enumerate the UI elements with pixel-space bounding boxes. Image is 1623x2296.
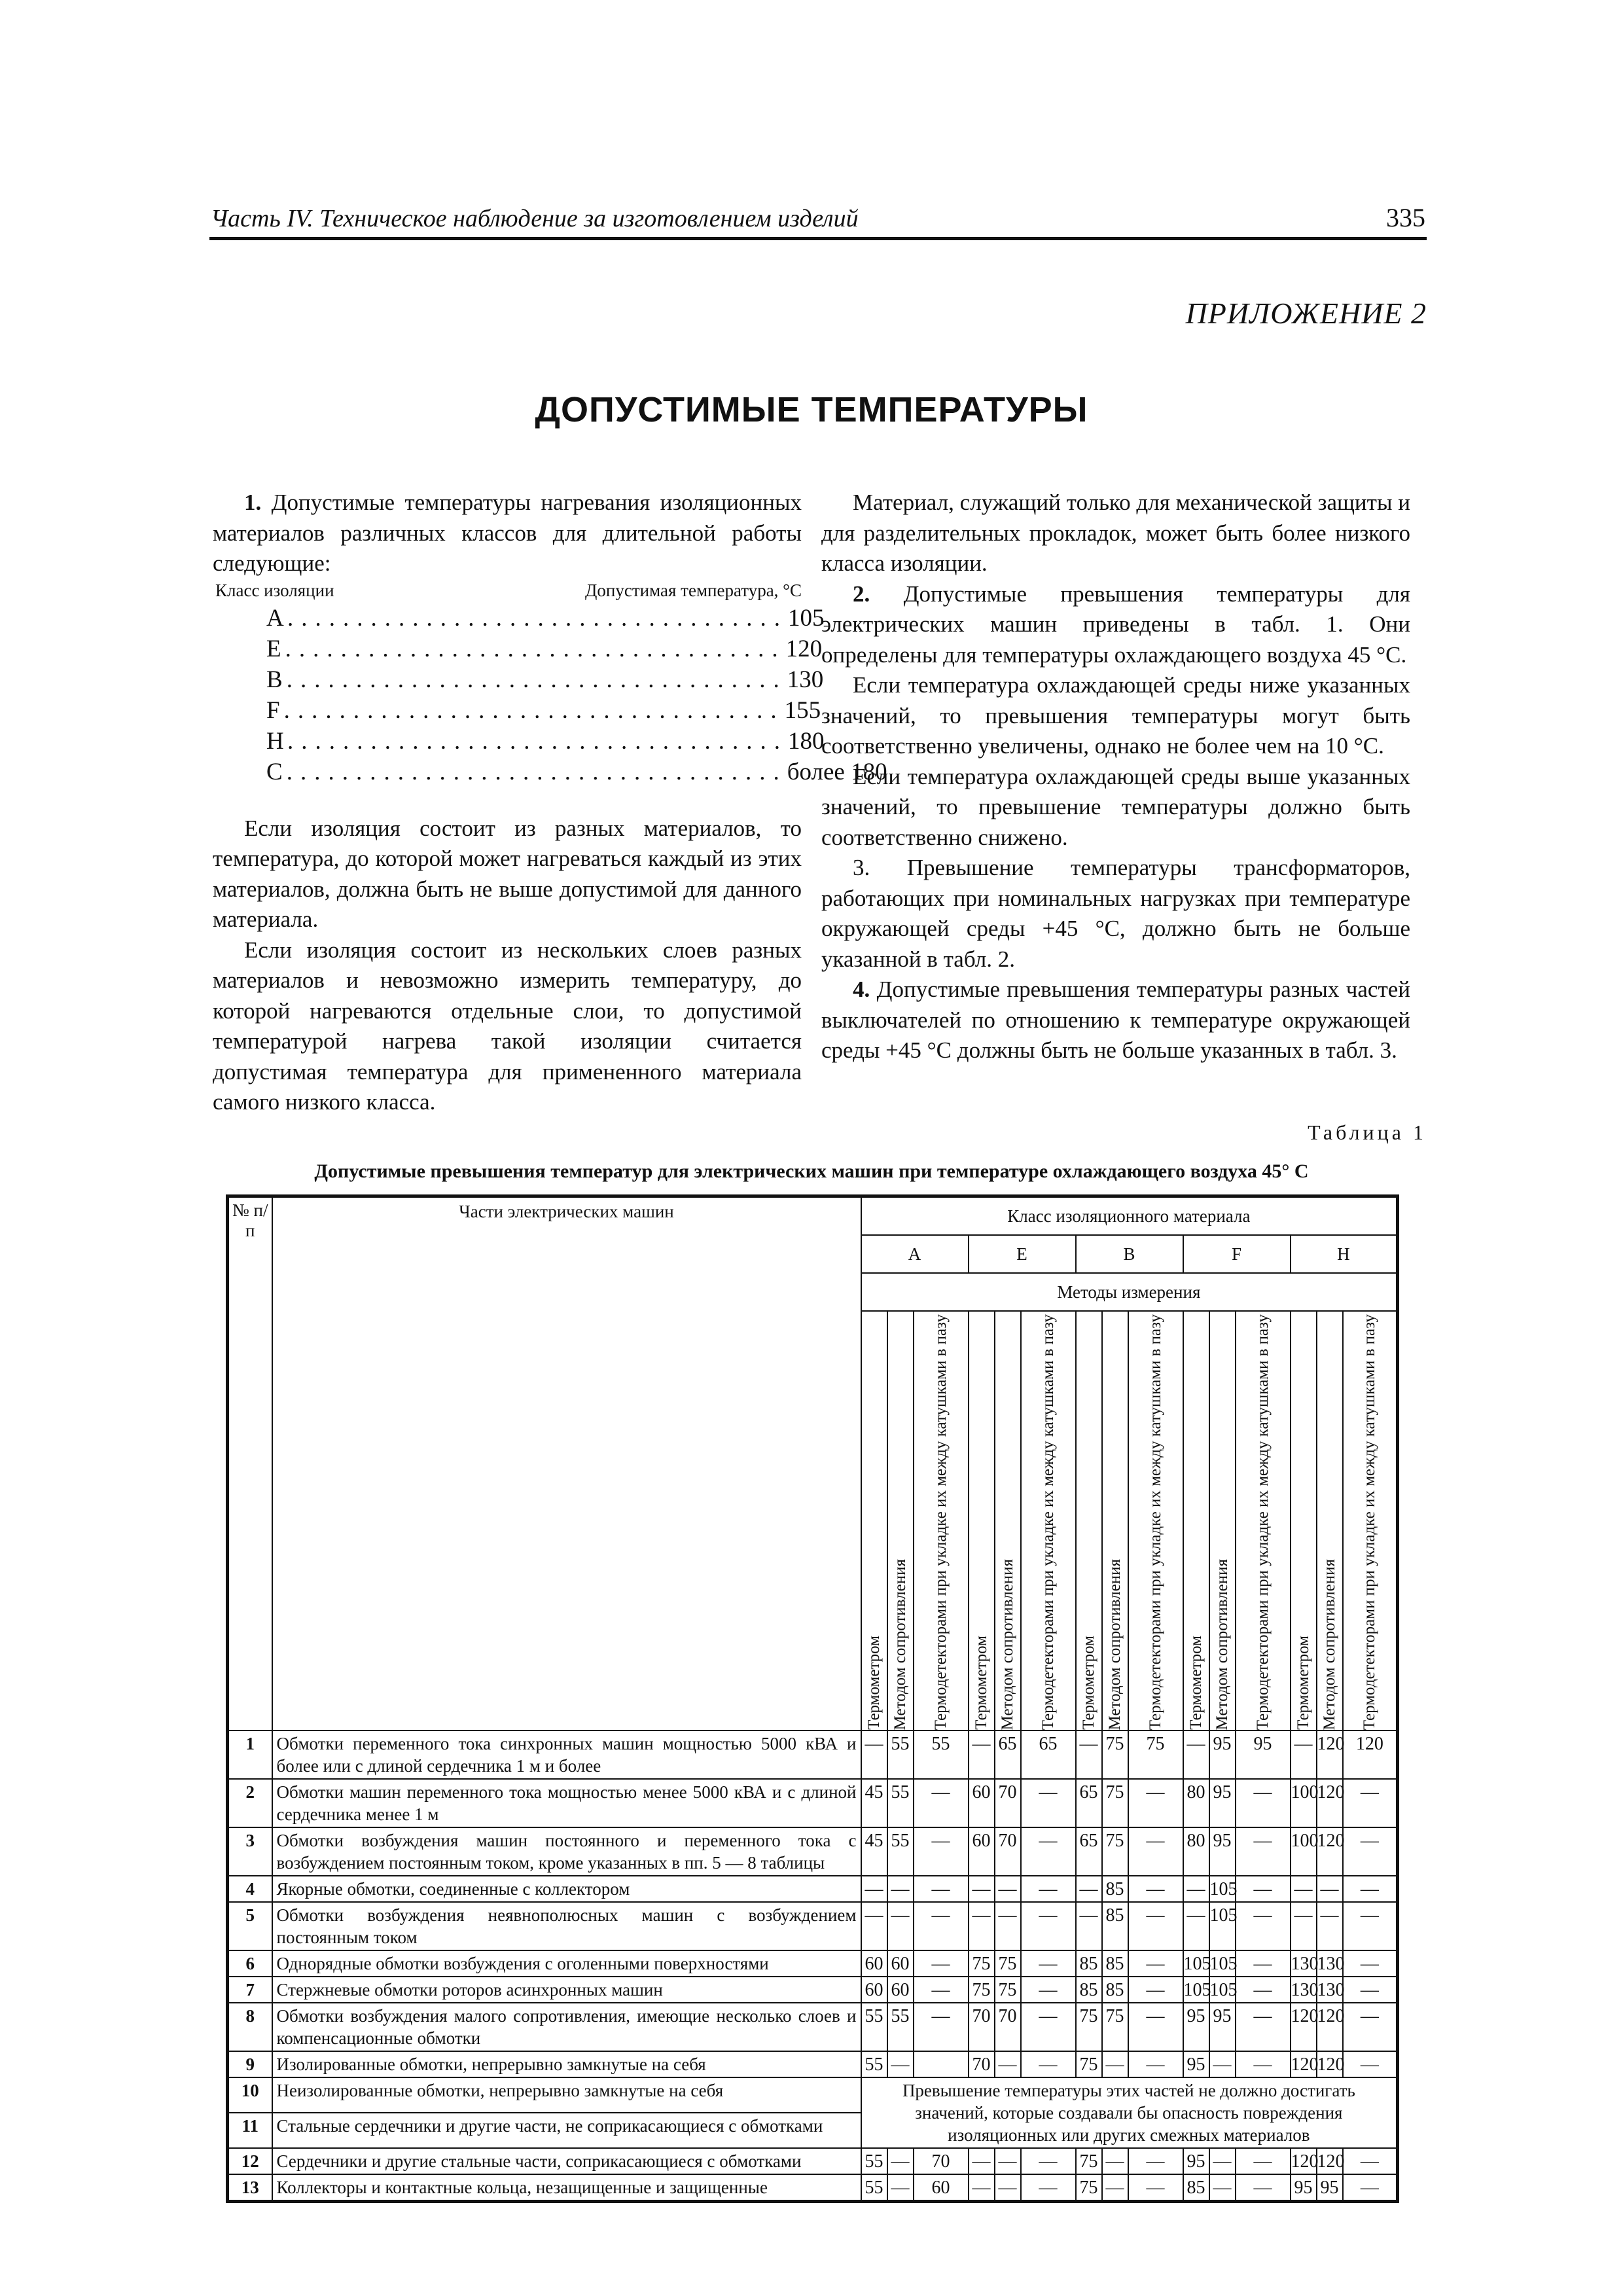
method-label: Термометром	[1294, 1636, 1312, 1731]
method-label: Термодетекторами при укладке их между катушками в пазу	[1146, 1314, 1164, 1731]
temperature-value: 105	[1209, 1977, 1236, 2003]
row-number: 3	[228, 1827, 272, 1876]
method-label: Термометром	[972, 1636, 990, 1731]
table-row	[228, 2051, 1398, 2077]
row-number: 1	[228, 1731, 272, 1779]
temperature-value: —	[1128, 1779, 1183, 1827]
method-label: Методом сопротивления	[1320, 1558, 1338, 1731]
table-row	[228, 1731, 1398, 1779]
temperature-list	[213, 603, 887, 787]
temperature-value	[914, 2051, 969, 2077]
temperature-value: —	[1343, 2174, 1398, 2202]
table-row	[228, 2174, 1398, 2202]
method-header	[1102, 1311, 1128, 1731]
temperature-value: 95	[1209, 2003, 1236, 2051]
temperature-value: —	[1128, 2148, 1183, 2174]
temperature-list-header	[215, 579, 802, 601]
merged-note: Превышение температуры этих частей не должно достигать значений, которые создавали бы опасность повреждения изоляционных или других смежных материалов	[861, 2077, 1398, 2148]
temperature-rise-table	[226, 1194, 1399, 2203]
row-part-name: Обмотки возбуждения машин постоянного и переменного тока с возбуждением постоянным током, кроме указанных в пп. 5 — 8 таблицы	[272, 1827, 861, 1876]
paragraph-mechanical-material: Материал, служащий только для механической защиты и для разделительных прокладок, может быть более низкого класса изоляции.	[821, 490, 1410, 576]
method-label: Термометром	[1186, 1636, 1205, 1731]
temperature-value: 65	[1076, 1827, 1102, 1876]
temperature-value: —	[1128, 2051, 1183, 2077]
temperature-value: 60	[861, 1950, 887, 1977]
paragraph-layered-insulation: Если изоляция состоит из нескольких слоев разных материалов и невозможно измерить температуру, до которой нагреваются отдельные слои, то допустимой температурой нагрева такой изоляции считается допустимая температура для примененного материала самого низкого класса.	[213, 937, 802, 1115]
temperature-value: —	[995, 2174, 1021, 2202]
method-label: Термометром	[1079, 1636, 1097, 1731]
temperature-value: 60	[969, 1827, 995, 1876]
temperature-value: —	[914, 1902, 969, 1950]
temperature-value: 55	[861, 2003, 887, 2051]
temperature-value: —	[861, 1876, 887, 1902]
method-header	[1076, 1311, 1102, 1731]
temperature-value: —	[1102, 2148, 1128, 2174]
temperature-value: 85	[1102, 1902, 1128, 1950]
temperature-value: —	[887, 1876, 914, 1902]
temperature-value: —	[1021, 1977, 1076, 2003]
temperature-value: —	[1291, 1731, 1317, 1779]
method-label: Термодетекторами при укладке их между катушками в пазу	[1360, 1314, 1378, 1731]
temperature-value: —	[1128, 2174, 1183, 2202]
temperature-value: 45	[861, 1827, 887, 1876]
method-header	[887, 1311, 914, 1731]
temperature-value: 95	[1209, 1731, 1236, 1779]
temperature-value: 65	[1076, 1779, 1102, 1827]
allowed-temperature: 155	[784, 696, 821, 724]
row-number: 12	[228, 2148, 272, 2174]
temperature-value: 75	[995, 1950, 1021, 1977]
temperature-value: 75	[1102, 1827, 1128, 1876]
temperature-value: 95	[1209, 1779, 1236, 1827]
paragraph-4-text: Допустимые превышения температуры разных частей выключателей по отношению к температуре окружающей среды +45 °С должны быть не больше указанных в табл. 3.	[821, 977, 1411, 1063]
temperature-value: —	[1076, 1876, 1102, 1902]
row-number: 4	[228, 1876, 272, 1902]
temperature-value: —	[1291, 1902, 1317, 1950]
temperature-value: 55	[887, 1779, 914, 1827]
paragraph-multi-material: Если изоляция состоит из разных материалов, то температура, до которой может нагреваться каждый из этих материалов, должна быть не выше допустимой для данного материала.	[213, 815, 802, 932]
temperature-value: —	[1076, 1731, 1102, 1779]
leader-dots: ....................................	[286, 666, 787, 693]
temperature-value: —	[1128, 1876, 1183, 1902]
row-part-name: Обмотки переменного тока синхронных машин мощностью 5000 кВА и более или с длиной сердечника 1 м и более	[272, 1731, 861, 1779]
temperature-value: —	[914, 1827, 969, 1876]
allowed-temperature: 180	[788, 727, 825, 755]
temperature-value: —	[1183, 1902, 1209, 1950]
temperature-value: —	[1209, 2174, 1236, 2202]
paragraph-1-text: Допустимые температуры нагревания изоляционных материалов различных классов для длительной работы следующие:	[213, 490, 802, 576]
temperature-value: —	[1343, 1779, 1398, 1827]
temperature-value: 60	[887, 1950, 914, 1977]
temperature-value: —	[995, 1876, 1021, 1902]
temperature-value: 75	[995, 1977, 1021, 2003]
temperature-value: 60	[887, 1977, 914, 2003]
temperature-value: 100	[1291, 1779, 1317, 1827]
insulation-class-header: B	[1076, 1235, 1183, 1273]
paragraph-3: 3. Превышение температуры трансформаторов, работающих при номинальных нагрузках при температуре окружающей среды +45 °С, должно быть не больше указанной в табл. 2.	[821, 855, 1410, 972]
temperature-value: 95	[1183, 2051, 1209, 2077]
temperature-value: —	[1317, 1876, 1343, 1902]
temperature-list-value-heading: Допустимая температура, °С	[585, 580, 802, 600]
temperature-value: 120	[1317, 2051, 1343, 2077]
insulation-class-header: E	[969, 1235, 1076, 1273]
temperature-value: —	[1021, 2148, 1076, 2174]
temperature-value: —	[1236, 1977, 1291, 2003]
temperature-value: —	[995, 1902, 1021, 1950]
temperature-row	[213, 603, 825, 634]
temperature-value: —	[861, 1902, 887, 1950]
temperature-row	[213, 757, 887, 787]
temperature-value: 85	[1102, 1876, 1128, 1902]
allowed-temperature: 130	[787, 666, 824, 693]
insulation-class: B	[266, 666, 283, 693]
temperature-value: 55	[861, 2051, 887, 2077]
row-part-name: Неизолированные обмотки, непрерывно замкнутые на себя	[272, 2077, 861, 2113]
temperature-value: 105	[1209, 1876, 1236, 1902]
leader-dots: ....................................	[285, 635, 786, 662]
temperature-value: 120	[1343, 1731, 1398, 1779]
temperature-value: 85	[1102, 1977, 1128, 2003]
temperature-value: —	[861, 1731, 887, 1779]
temperature-value: 65	[1021, 1731, 1076, 1779]
table-row	[228, 1779, 1398, 1827]
temperature-value: —	[914, 1950, 969, 1977]
temperature-value: 105	[1183, 1950, 1209, 1977]
allowed-temperature: 105	[788, 604, 825, 632]
row-part-name: Стержневые обмотки роторов асинхронных машин	[272, 1977, 861, 2003]
column-header-insulation-class: Класс изоляционного материала	[861, 1196, 1398, 1236]
temperature-value: 70	[969, 2051, 995, 2077]
table-wrapper	[226, 1194, 1399, 2203]
paragraph-4-number: 4.	[853, 977, 870, 1002]
paragraph-4	[821, 975, 1410, 1066]
row-number: 13	[228, 2174, 272, 2202]
temperature-value: 75	[1076, 2174, 1102, 2202]
temperature-value: —	[1183, 1876, 1209, 1902]
row-number: 7	[228, 1977, 272, 2003]
temperature-value: 70	[995, 1827, 1021, 1876]
temperature-value: 105	[1209, 1950, 1236, 1977]
temperature-value: —	[1209, 2148, 1236, 2174]
temperature-value: —	[995, 2148, 1021, 2174]
temperature-value: —	[1021, 1902, 1076, 1950]
method-header	[1021, 1311, 1076, 1731]
appendix-label: ПРИЛОЖЕНИЕ 2	[1185, 296, 1427, 330]
temperature-value: 75	[969, 1977, 995, 2003]
row-number: 2	[228, 1779, 272, 1827]
temperature-value: —	[1343, 1827, 1398, 1876]
temperature-value: —	[1128, 2003, 1183, 2051]
table-row	[228, 2148, 1398, 2174]
temperature-row	[213, 664, 824, 695]
temperature-value: —	[1343, 1902, 1398, 1950]
temperature-value: —	[887, 2051, 914, 2077]
temperature-value: —	[1128, 1977, 1183, 2003]
row-number: 11	[228, 2113, 272, 2148]
temperature-value: —	[1021, 1827, 1076, 1876]
method-label: Термодетекторами при укладке их между катушками в пазу	[1039, 1314, 1057, 1731]
paragraph-2-text: Допустимые превышения температуры для электрических машин приведены в табл. 1. Они определены для температуры охлаждающего воздуха 45 °С.	[821, 581, 1410, 668]
row-number: 9	[228, 2051, 272, 2077]
temperature-value: 75	[1076, 2148, 1102, 2174]
temperature-value: 85	[1183, 2174, 1209, 2202]
method-label: Термометром	[865, 1636, 883, 1731]
temperature-value: —	[1343, 1876, 1398, 1902]
temperature-value: —	[1317, 1902, 1343, 1950]
temperature-value: —	[1343, 1977, 1398, 2003]
paragraph-2	[821, 579, 1410, 671]
temperature-value: —	[1021, 2174, 1076, 2202]
temperature-value: —	[1102, 2051, 1128, 2077]
temperature-value: 65	[995, 1731, 1021, 1779]
temperature-value: 130	[1317, 1977, 1343, 2003]
insulation-class: E	[266, 635, 281, 662]
temperature-value: 75	[1102, 1779, 1128, 1827]
temperature-value: —	[995, 2051, 1021, 2077]
temperature-value: 85	[1102, 1950, 1128, 1977]
running-header-title: Часть IV. Техническое наблюдение за изготовлением изделий	[211, 205, 859, 232]
temperature-value: 70	[969, 2003, 995, 2051]
temperature-value: —	[1236, 1779, 1291, 1827]
right-column	[821, 488, 1410, 1066]
temperature-value: —	[1209, 2051, 1236, 2077]
temperature-value: —	[1291, 1876, 1317, 1902]
temperature-value: —	[914, 1977, 969, 2003]
paragraph-lower-temperature: Если температура охлаждающей среды ниже указанных значений, то превышения температуры могут быть соответственно увеличены, однако не более чем на 10 °С.	[821, 672, 1410, 759]
method-header	[1183, 1311, 1209, 1731]
temperature-value: 85	[1076, 1950, 1102, 1977]
temperature-row	[213, 726, 825, 757]
temperature-value: —	[1236, 2051, 1291, 2077]
table-number: Таблица 1	[1308, 1121, 1427, 1144]
temperature-value: 120	[1317, 2148, 1343, 2174]
temperature-value: —	[969, 1731, 995, 1779]
temperature-value: —	[1128, 1827, 1183, 1876]
insulation-class: H	[266, 727, 284, 755]
left-column	[213, 488, 887, 1118]
insulation-class: C	[266, 758, 283, 785]
temperature-value: —	[1102, 2174, 1128, 2202]
temperature-value: 70	[914, 2148, 969, 2174]
temperature-value: —	[969, 1876, 995, 1902]
temperature-value: —	[914, 1779, 969, 1827]
temperature-list-class-heading: Класс изоляции	[215, 580, 334, 600]
column-header-number: № п/п	[228, 1196, 272, 1731]
leader-dots: ....................................	[286, 758, 787, 785]
temperature-value: 75	[1076, 2051, 1102, 2077]
temperature-value: —	[1236, 2174, 1291, 2202]
temperature-row	[213, 695, 821, 726]
temperature-value: 55	[887, 1827, 914, 1876]
temperature-value: —	[1236, 1950, 1291, 1977]
temperature-value: —	[1236, 2003, 1291, 2051]
temperature-value: 120	[1317, 1731, 1343, 1779]
temperature-value: —	[1128, 1950, 1183, 1977]
table-row	[228, 1876, 1398, 1902]
table-row	[228, 1902, 1398, 1950]
temperature-value: 75	[969, 1950, 995, 1977]
temperature-value: 80	[1183, 1779, 1209, 1827]
temperature-value: —	[969, 2148, 995, 2174]
temperature-value: 120	[1317, 1827, 1343, 1876]
method-header	[1317, 1311, 1343, 1731]
temperature-value: —	[1343, 2051, 1398, 2077]
paragraph-2-number: 2.	[853, 581, 870, 607]
method-header	[1343, 1311, 1398, 1731]
temperature-value: 120	[1291, 2148, 1317, 2174]
table-row	[228, 2003, 1398, 2051]
temperature-value: 120	[1317, 2003, 1343, 2051]
insulation-class: F	[266, 696, 280, 724]
temperature-value: 80	[1183, 1827, 1209, 1876]
temperature-value: 95	[1317, 2174, 1343, 2202]
paragraph-higher-temperature: Если температура охлаждающей среды выше указанных значений, то превышение температуры должно быть соответственно снижено.	[821, 763, 1410, 850]
leader-dots: ....................................	[287, 604, 788, 632]
method-header	[1209, 1311, 1236, 1731]
temperature-value: 55	[861, 2174, 887, 2202]
method-header	[914, 1311, 969, 1731]
temperature-value: 120	[1317, 1779, 1343, 1827]
temperature-value: 60	[914, 2174, 969, 2202]
temperature-value: 120	[1291, 2051, 1317, 2077]
method-header	[1236, 1311, 1291, 1731]
column-header-methods: Методы измерения	[861, 1273, 1398, 1311]
temperature-value: —	[914, 1876, 969, 1902]
row-part-name: Коллекторы и контактные кольца, незащищенные и защищенные	[272, 2174, 861, 2202]
temperature-value: —	[1236, 1827, 1291, 1876]
temperature-value: 75	[1128, 1731, 1183, 1779]
temperature-value: 120	[1291, 2003, 1317, 2051]
temperature-value: —	[1236, 1876, 1291, 1902]
row-number: 10	[228, 2077, 272, 2113]
temperature-value: —	[887, 2174, 914, 2202]
leader-dots: ....................................	[283, 696, 785, 724]
temperature-value: 70	[995, 1779, 1021, 1827]
temperature-value: 75	[1076, 2003, 1102, 2051]
temperature-value: 55	[887, 2003, 914, 2051]
table-row	[228, 1977, 1398, 2003]
method-header	[861, 1311, 887, 1731]
temperature-value: —	[887, 2148, 914, 2174]
method-label: Термодетекторами при укладке их между катушками в пазу	[931, 1314, 950, 1731]
row-part-name: Стальные сердечники и другие части, не соприкасающиеся с обмотками	[272, 2113, 861, 2148]
method-header	[969, 1311, 995, 1731]
row-number: 5	[228, 1902, 272, 1950]
table-row	[228, 2077, 1398, 2113]
temperature-value: 55	[887, 1731, 914, 1779]
row-number: 6	[228, 1950, 272, 1977]
table-caption: Допустимые превышения температур для электрических машин при температуре охлаждающего воздуха 45° С	[314, 1160, 1309, 1182]
temperature-value: —	[969, 1902, 995, 1950]
column-header-parts: Части электрических машин	[272, 1196, 861, 1731]
temperature-value: —	[1021, 1950, 1076, 1977]
temperature-value: —	[1343, 1950, 1398, 1977]
insulation-class-header: F	[1183, 1235, 1291, 1273]
insulation-class-header: H	[1291, 1235, 1398, 1273]
running-header	[209, 196, 1427, 240]
method-label: Методом сопротивления	[998, 1558, 1016, 1731]
temperature-value: —	[969, 2174, 995, 2202]
temperature-value: —	[1183, 1731, 1209, 1779]
temperature-value: 60	[861, 1977, 887, 2003]
temperature-value: 75	[1102, 1731, 1128, 1779]
temperature-value: 55	[914, 1731, 969, 1779]
row-part-name: Обмотки машин переменного тока мощностью менее 5000 кВА и с длиной сердечника менее 1 м	[272, 1779, 861, 1827]
row-part-name: Обмотки возбуждения малого сопротивления, имеющие несколько слоев и компенсационные обмотки	[272, 2003, 861, 2051]
row-number: 8	[228, 2003, 272, 2051]
row-part-name: Обмотки возбуждения неявнополюсных машин с возбуждением постоянным током	[272, 1902, 861, 1950]
temperature-value: —	[1021, 2051, 1076, 2077]
method-header	[1291, 1311, 1317, 1731]
temperature-value: 75	[1102, 2003, 1128, 2051]
method-header	[995, 1311, 1021, 1731]
method-label: Методом сопротивления	[1105, 1558, 1124, 1731]
row-part-name: Изолированные обмотки, непрерывно замкнутые на себя	[272, 2051, 861, 2077]
temperature-value: 130	[1291, 1977, 1317, 2003]
row-part-name: Якорные обмотки, соединенные с коллектором	[272, 1876, 861, 1902]
temperature-value: —	[914, 2003, 969, 2051]
table-row	[228, 1827, 1398, 1876]
method-header	[1128, 1311, 1183, 1731]
paragraph-1	[213, 488, 802, 579]
temperature-value: 130	[1317, 1950, 1343, 1977]
temperature-value: —	[1128, 1902, 1183, 1950]
method-label: Методом сопротивления	[891, 1558, 909, 1731]
temperature-value: 55	[861, 2148, 887, 2174]
page-number: 335	[1386, 203, 1425, 232]
temperature-value: 100	[1291, 1827, 1317, 1876]
temperature-value: 95	[1183, 2003, 1209, 2051]
temperature-value: 105	[1183, 1977, 1209, 2003]
paragraph-1-number: 1.	[244, 490, 262, 515]
temperature-value: 130	[1291, 1950, 1317, 1977]
allowed-temperature: 120	[785, 635, 823, 662]
temperature-value: —	[1076, 1902, 1102, 1950]
temperature-value: —	[1021, 1779, 1076, 1827]
temperature-value: 70	[995, 2003, 1021, 2051]
method-label: Методом сопротивления	[1213, 1558, 1231, 1731]
temperature-value: —	[1236, 2148, 1291, 2174]
temperature-value: 85	[1076, 1977, 1102, 2003]
temperature-value: 60	[969, 1779, 995, 1827]
temperature-value: 95	[1209, 1827, 1236, 1876]
temperature-value: 95	[1236, 1731, 1291, 1779]
temperature-value: 95	[1183, 2148, 1209, 2174]
temperature-value: —	[1343, 2003, 1398, 2051]
temperature-value: —	[887, 1902, 914, 1950]
document-title: ДОПУСТИМЫЕ ТЕМПЕРАТУРЫ	[535, 390, 1088, 429]
method-label: Термодетекторами при укладке их между катушками в пазу	[1253, 1314, 1272, 1731]
temperature-value: 105	[1209, 1902, 1236, 1950]
insulation-class: A	[266, 604, 284, 632]
temperature-value: 45	[861, 1779, 887, 1827]
temperature-value: 95	[1291, 2174, 1317, 2202]
temperature-value: —	[1021, 1876, 1076, 1902]
row-part-name: Однорядные обмотки возбуждения с оголенными поверхностями	[272, 1950, 861, 1977]
insulation-class-header: A	[861, 1235, 969, 1273]
temperature-row	[213, 634, 823, 664]
table-row	[228, 1950, 1398, 1977]
allowed-temperature: более 180	[787, 758, 887, 785]
row-part-name: Сердечники и другие стальные части, соприкасающиеся с обмотками	[272, 2148, 861, 2174]
temperature-value: —	[1236, 1902, 1291, 1950]
temperature-value: —	[1343, 2148, 1398, 2174]
temperature-value: —	[1021, 2003, 1076, 2051]
leader-dots: ....................................	[287, 727, 788, 755]
